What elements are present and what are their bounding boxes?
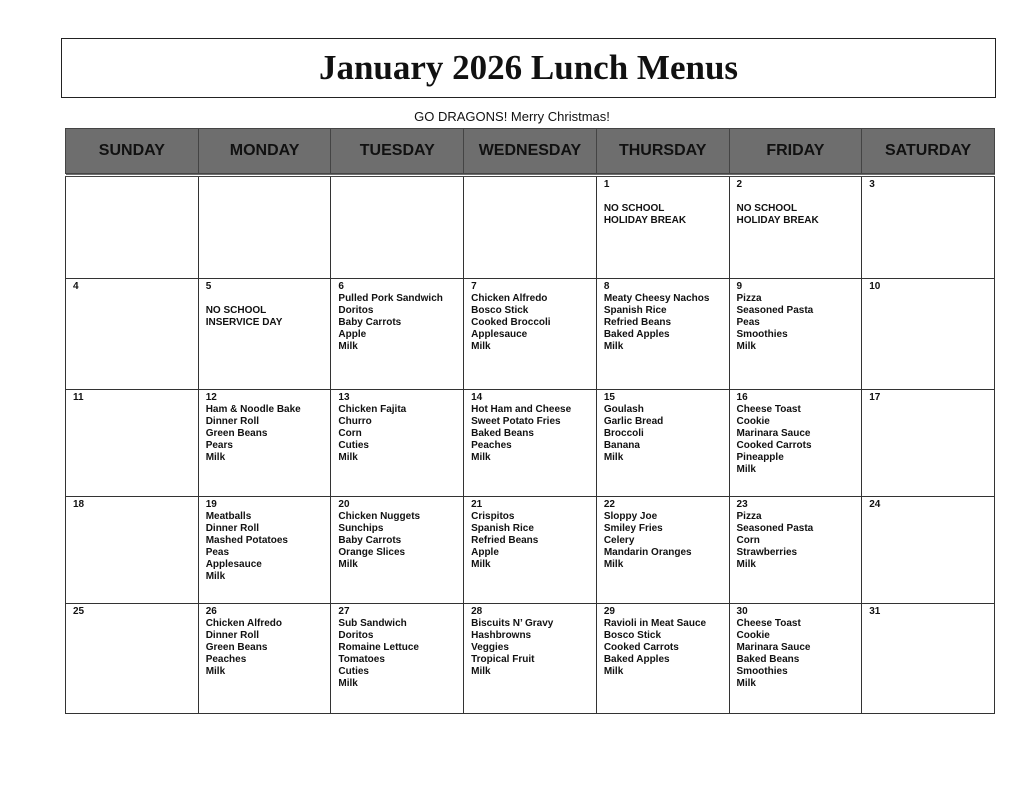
menu-item: Marinara Sauce — [736, 642, 811, 653]
day-cell — [66, 604, 199, 714]
page-title: January 2026 Lunch Menus — [318, 48, 739, 87]
week-row — [66, 604, 995, 714]
menu-item: Refried Beans — [471, 535, 539, 546]
menu-item: Pizza — [736, 293, 762, 304]
menu-item: Milk — [205, 666, 226, 677]
menu-item: Sub Sandwich — [338, 618, 407, 629]
day-number: 20 — [338, 499, 350, 510]
day-cell — [862, 497, 995, 604]
menu-item — [206, 293, 324, 305]
menu-item: Spanish Rice — [603, 305, 667, 316]
menu-item: Tropical Fruit — [471, 654, 535, 665]
weekday-header-friday: FRIDAY — [729, 129, 862, 176]
day-number: 2 — [736, 179, 743, 190]
day-number: 17 — [869, 392, 881, 403]
menu-item: Peas — [736, 317, 760, 328]
weekday-header-wednesday: WEDNESDAY — [464, 129, 597, 176]
menu-item: Spanish Rice — [471, 523, 534, 534]
menu-item: Ham & Noodle Bake — [205, 404, 301, 415]
menu-item: Romaine Lettuce — [338, 642, 419, 653]
calendar-body — [66, 175, 995, 714]
menu-item: Milk — [471, 341, 491, 352]
menu-item: Baked Apples — [603, 654, 670, 665]
day-cell — [331, 279, 464, 390]
menu-item: Milk — [736, 464, 756, 475]
menu-item: Peas — [205, 547, 230, 558]
menu-item: Smoothies — [736, 666, 788, 677]
day-cell — [862, 390, 995, 497]
day-cell — [464, 604, 597, 714]
menu-item: Goulash — [603, 404, 644, 415]
menu-item: Pineapple — [736, 452, 784, 463]
menu-item: Hot Ham and Cheese — [471, 404, 572, 415]
menu-item: Baby Carrots — [338, 535, 402, 546]
menu-item: Sloppy Joe — [603, 511, 658, 522]
menu-item: Cheese Toast — [736, 404, 801, 415]
day-cell — [464, 497, 597, 604]
day-number: 13 — [338, 392, 350, 403]
menu-item: Applesauce — [205, 559, 262, 570]
menu-item: Milk — [338, 452, 358, 463]
menu-item: Refried Beans — [603, 317, 672, 328]
menu-item: Bosco Stick — [471, 305, 529, 316]
day-number: 24 — [869, 499, 881, 510]
menu-item: Pizza — [736, 511, 762, 522]
week-row — [66, 279, 995, 390]
day-number: 10 — [869, 281, 881, 292]
day-number: 28 — [471, 606, 483, 617]
menu-item: Doritos — [338, 630, 374, 641]
day-cell — [198, 497, 331, 604]
menu-item: Meatballs — [205, 511, 252, 522]
day-cell — [862, 279, 995, 390]
day-cell — [198, 604, 331, 714]
day-cell — [596, 390, 729, 497]
day-cell — [198, 175, 331, 279]
day-number: 4 — [73, 281, 79, 292]
menu-item: Milk — [471, 452, 491, 463]
menu-item: Green Beans — [205, 428, 268, 439]
menu-item: Sunchips — [338, 523, 384, 534]
menu-item: Baby Carrots — [338, 317, 402, 328]
menu-item: Baked Apples — [603, 329, 670, 340]
day-cell — [66, 497, 199, 604]
menu-item: Broccoli — [603, 428, 644, 439]
menu-item: Corn — [338, 428, 362, 439]
day-cell — [596, 175, 729, 279]
day-number: 1 — [603, 179, 610, 190]
menu-item: Cooked Broccoli — [471, 317, 551, 328]
weekday-header-thursday: THURSDAY — [596, 129, 729, 176]
menu-item: Hashbrowns — [471, 630, 532, 641]
day-number: 23 — [736, 499, 748, 510]
day-cell — [596, 279, 729, 390]
day-cell — [198, 279, 331, 390]
day-cell — [464, 175, 597, 279]
menu-item: INSERVICE DAY — [205, 317, 283, 328]
menu-item: Cookie — [736, 630, 770, 641]
day-number: 15 — [603, 392, 615, 403]
menu-item: Biscuits N’ Gravy — [471, 618, 554, 629]
day-number — [471, 179, 589, 191]
menu-item: Milk — [471, 666, 491, 677]
menu-item: Tomatoes — [338, 654, 385, 665]
menu-item: Meaty Cheesy Nachos — [603, 293, 710, 304]
day-number — [206, 179, 324, 191]
day-cell — [66, 390, 199, 497]
menu-item: Pulled Pork Sandwich — [338, 293, 443, 304]
menu-item: Doritos — [338, 305, 374, 316]
day-cell — [66, 279, 199, 390]
week-row — [66, 497, 995, 604]
menu-item: Milk — [736, 559, 756, 570]
day-cell — [464, 279, 597, 390]
week-row — [66, 175, 995, 279]
day-number — [338, 179, 456, 191]
menu-item: Orange Slices — [338, 547, 406, 558]
menu-item: Milk — [603, 341, 624, 352]
menu-item: HOLIDAY BREAK — [736, 215, 819, 226]
day-cell — [331, 604, 464, 714]
menu-item: Cuties — [338, 440, 369, 451]
menu-item: Cuties — [338, 666, 369, 677]
day-cell — [464, 390, 597, 497]
menu-item: Baked Beans — [736, 654, 800, 665]
weekday-header-saturday: SATURDAY — [862, 129, 995, 176]
day-cell — [596, 604, 729, 714]
weekday-header-tuesday: TUESDAY — [331, 129, 464, 176]
menu-item: Baked Beans — [471, 428, 534, 439]
day-number: 16 — [736, 392, 748, 403]
day-cell — [862, 175, 995, 279]
day-cell — [729, 175, 862, 279]
menu-item: Peaches — [205, 654, 247, 665]
menu-item: Garlic Bread — [603, 416, 664, 427]
menu-item: Apple — [471, 547, 499, 558]
menu-item: Ravioli in Meat Sauce — [603, 618, 707, 629]
menu-item: Dinner Roll — [205, 630, 260, 641]
day-number: 3 — [869, 179, 875, 190]
day-number: 11 — [73, 392, 84, 403]
day-number: 29 — [603, 606, 615, 617]
weekday-header-monday: MONDAY — [198, 129, 331, 176]
menu-item: Cooked Carrots — [603, 642, 679, 653]
menu-item: Milk — [603, 559, 624, 570]
menu-item: HOLIDAY BREAK — [603, 215, 687, 226]
menu-item: Cheese Toast — [736, 618, 801, 629]
day-cell — [729, 279, 862, 390]
menu-item: Seasoned Pasta — [736, 523, 814, 534]
menu-item: Chicken Fajita — [338, 404, 407, 415]
menu-item: Milk — [205, 452, 226, 463]
day-number: 30 — [736, 606, 748, 617]
menu-item: Celery — [603, 535, 635, 546]
day-number: 12 — [205, 392, 217, 403]
calendar-table — [65, 128, 995, 714]
menu-item: Chicken Nuggets — [338, 511, 421, 522]
menu-item: Apple — [338, 329, 367, 340]
menu-item: Milk — [736, 678, 756, 689]
weekday-header-sunday: SUNDAY — [66, 129, 199, 176]
day-number: 22 — [603, 499, 615, 510]
day-number: 6 — [338, 281, 344, 292]
menu-item: Milk — [338, 341, 358, 352]
menu-item: Mandarin Oranges — [603, 547, 692, 558]
day-number: 5 — [205, 281, 212, 292]
day-cell — [66, 175, 199, 279]
menu-item: Milk — [471, 559, 491, 570]
menu-item: NO SCHOOL — [736, 203, 798, 214]
menu-item: Sweet Potato Fries — [471, 416, 561, 427]
day-cell — [331, 497, 464, 604]
day-cell — [729, 497, 862, 604]
day-number: 8 — [603, 281, 610, 292]
menu-item: Veggies — [471, 642, 509, 653]
day-cell — [331, 175, 464, 279]
menu-item: Cooked Carrots — [736, 440, 812, 451]
day-cell — [729, 390, 862, 497]
menu-item: Dinner Roll — [205, 523, 260, 534]
weekday-header-row — [66, 129, 995, 176]
menu-item: Smiley Fries — [603, 523, 663, 534]
day-number: 21 — [471, 499, 483, 510]
day-number: 31 — [869, 606, 881, 617]
menu-item: Milk — [338, 559, 358, 570]
day-number: 27 — [338, 606, 350, 617]
day-number — [73, 179, 191, 191]
menu-item: Cookie — [736, 416, 770, 427]
menu-item: Milk — [603, 452, 624, 463]
menu-item: Churro — [338, 416, 372, 427]
day-number: 7 — [471, 281, 477, 292]
menu-item: Applesauce — [471, 329, 528, 340]
menu-item: Green Beans — [205, 642, 268, 653]
day-cell — [331, 390, 464, 497]
menu-item: Crispitos — [471, 511, 515, 522]
menu-item: Marinara Sauce — [736, 428, 811, 439]
menu-item: Seasoned Pasta — [736, 305, 814, 316]
day-number: 18 — [73, 499, 85, 510]
menu-item: Milk — [603, 666, 624, 677]
day-cell — [862, 604, 995, 714]
day-number: 26 — [205, 606, 217, 617]
menu-item: NO SCHOOL — [603, 203, 665, 214]
menu-item: Peaches — [471, 440, 512, 451]
menu-item: Smoothies — [736, 329, 788, 340]
title-box — [61, 38, 996, 98]
menu-item: Strawberries — [736, 547, 798, 558]
menu-item: Bosco Stick — [603, 630, 662, 641]
day-cell — [198, 390, 331, 497]
menu-item: Pears — [205, 440, 233, 451]
menu-item: NO SCHOOL — [205, 305, 267, 316]
menu-item: Corn — [736, 535, 760, 546]
menu-item: Banana — [603, 440, 640, 451]
menu-item: Milk — [205, 571, 226, 582]
menu-item — [737, 191, 855, 203]
day-number: 19 — [205, 499, 217, 510]
menu-item — [604, 191, 722, 203]
day-number: 25 — [73, 606, 85, 617]
menu-item: Mashed Potatoes — [205, 535, 288, 546]
week-row — [66, 390, 995, 497]
day-number: 14 — [471, 392, 483, 403]
menu-item: Dinner Roll — [205, 416, 260, 427]
menu-item: Milk — [736, 341, 756, 352]
day-number: 9 — [736, 281, 743, 292]
menu-item: Chicken Alfredo — [205, 618, 283, 629]
menu-item: Milk — [338, 678, 358, 689]
day-cell — [596, 497, 729, 604]
menu-item: Chicken Alfredo — [471, 293, 548, 304]
day-cell — [729, 604, 862, 714]
subtitle: GO DRAGONS! Merry Christmas! — [414, 109, 610, 124]
